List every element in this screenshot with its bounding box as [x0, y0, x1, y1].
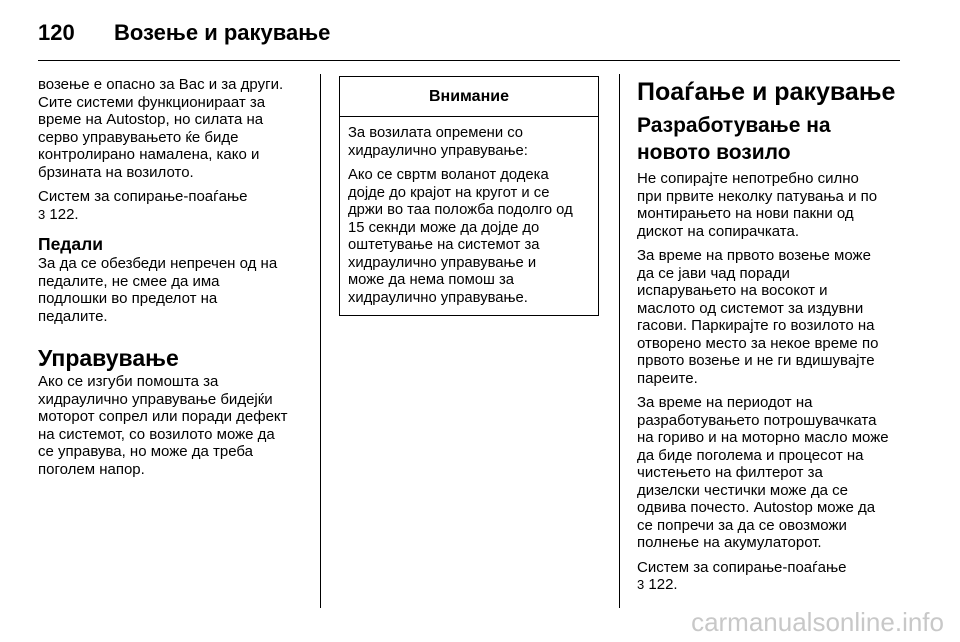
page-title: Возење и ракување	[114, 20, 331, 45]
warning-heading: Внимание	[340, 77, 598, 117]
cross-reference[interactable]	[637, 559, 905, 594]
text-line: да биде поголема и процесот на	[637, 446, 864, 464]
text-line: подлошки во пределот на	[38, 290, 218, 307]
text-line: Не сопирајте непотребно силно	[637, 170, 859, 187]
heading-line: новото возило	[637, 141, 791, 164]
reference-page-line	[38, 206, 306, 224]
text-line: да се јави чад поради	[637, 264, 790, 282]
warning-box	[339, 76, 599, 316]
text-line: се попречи за да се овозможи	[637, 516, 847, 534]
watermark: carmanualsonline.info	[691, 607, 944, 637]
column-right	[637, 76, 905, 601]
text-line: За време на периодот на	[637, 394, 813, 411]
text-line: на гориво и на моторно масло може	[637, 429, 889, 446]
text-line: хидраулично управување и	[348, 254, 537, 271]
reference-page: 122.	[49, 205, 79, 223]
text-line: Ако се изгуби помошта за	[38, 373, 219, 390]
section-heading-main: Поаѓање и ракување	[637, 78, 896, 106]
text-line: За да се обезбеди непречен од на	[38, 255, 278, 272]
column-divider-right	[619, 74, 620, 608]
intro-paragraph	[38, 76, 306, 181]
text-line: педалите, не смее да има	[38, 272, 220, 290]
text-line: дојде до крајот на кругот и се	[348, 184, 550, 201]
reference-text: Систем за сопирање-поаѓање	[637, 558, 847, 576]
text-line: 15 секнди може да дојде до	[348, 219, 540, 236]
text-line: монтирањето на нови пакни од	[637, 205, 854, 222]
text-line: За време на првото возење може	[637, 247, 871, 264]
text-line: може да нема помош за	[348, 272, 515, 288]
steering-paragraph	[38, 373, 306, 478]
reference-page-line	[637, 576, 905, 594]
warning-paragraph	[348, 167, 590, 307]
body-paragraph	[637, 394, 905, 552]
text-line: педалите.	[38, 307, 108, 325]
text-line: брзината на возилото.	[38, 163, 194, 181]
text-line: Сите системи функционираат за	[38, 93, 266, 111]
text-line: чистењето на филтерот за	[637, 464, 823, 481]
text-line: се управува, но може да треба	[38, 443, 253, 460]
reference-text: Систем за сопирање-поаѓање	[38, 188, 248, 205]
text-line: отворено место за некое време по	[637, 334, 879, 352]
subsection-heading	[637, 112, 905, 166]
text-line: при првите неколку патувања и по	[637, 187, 878, 205]
text-line: возење е опасно за Вас и за други.	[38, 76, 284, 93]
pedals-paragraph	[38, 255, 306, 325]
section-heading-pedals: Педали	[38, 234, 104, 254]
body-paragraph	[637, 247, 905, 387]
text-line: гасови. Паркирајте го возилото на	[637, 317, 875, 334]
reference-page: 122.	[648, 576, 678, 593]
text-line: хидраулично управување.	[348, 289, 528, 306]
text-line: првото возење и не ги вдишувајте	[637, 352, 875, 369]
heading-line: Разработување на	[637, 114, 831, 137]
text-line: одвива почесто. Autostop може да	[637, 499, 876, 516]
text-line: хидраулично управување:	[348, 142, 528, 159]
text-line: пареите.	[637, 369, 698, 387]
text-line: оштетување на системот за	[348, 237, 540, 253]
text-line: дискот на сопирачката.	[637, 222, 800, 240]
page-number: 120	[38, 20, 75, 45]
warning-body	[340, 117, 598, 307]
text-line: полнење на акумулаторот.	[637, 534, 822, 551]
text-line: разработувањето потрошувачката	[637, 411, 877, 429]
text-line: време на Autostop, но силата на	[38, 111, 264, 128]
text-line: Ако се свртм воланот додека	[348, 167, 549, 183]
warning-paragraph	[348, 125, 590, 160]
text-line: дизелски честички може да се	[637, 481, 849, 499]
reference-arrow-icon: 3	[38, 206, 46, 222]
text-line: испарувањето на восокот и	[637, 282, 828, 299]
text-line: контролирано намалена, како и	[38, 146, 260, 163]
cross-reference[interactable]	[38, 188, 306, 223]
reference-arrow-icon: 3	[637, 577, 645, 592]
text-line: маслото од системот за издувни	[637, 299, 864, 317]
text-line: на системот, со возилото може да	[38, 425, 275, 443]
column-divider-left	[320, 74, 321, 608]
text-line: поголем напор.	[38, 460, 145, 478]
text-line: серво управувањето ќе биде	[38, 128, 239, 146]
text-line: моторот сопрел или поради дефект	[38, 408, 288, 425]
header-rule	[38, 60, 900, 61]
section-heading-steering: Управување	[38, 345, 179, 371]
body-paragraph	[637, 170, 905, 240]
text-line: хидраулично управување бидејќи	[38, 390, 273, 408]
text-line: За возилата опремени со	[348, 125, 524, 141]
text-line: држи во таа положба подолго од	[348, 202, 573, 218]
column-left	[38, 76, 306, 485]
